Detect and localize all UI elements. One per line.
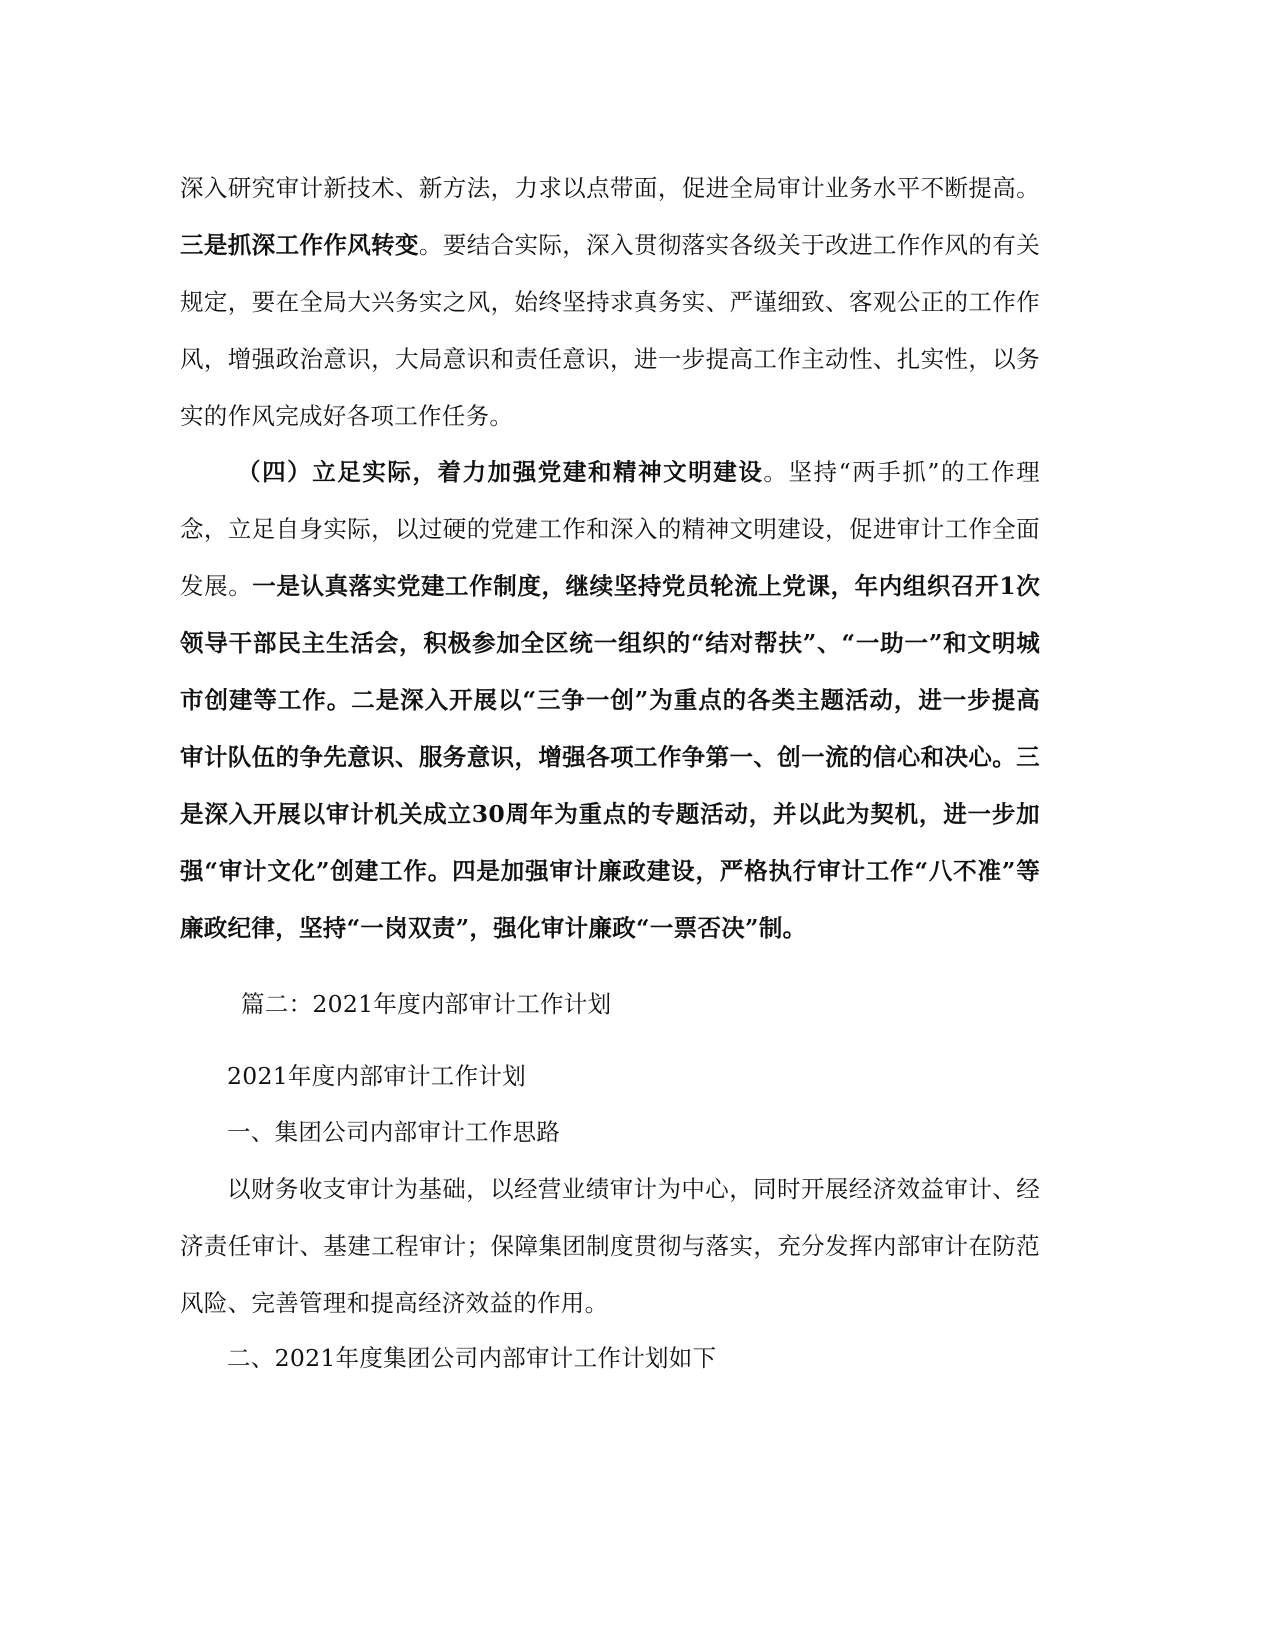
paragraph-party-building: [180, 444, 1040, 957]
paragraph-body-text: 。要结合实际，深入贯彻落实各级关于改进工作作风的有关规定，要在全局大兴务实之风，始终坚持求真务实、严谨细致、客观公正的工作作风，增强政治意识，大局意识和责任意识，进一步提高工作主动性、扎实性，以务实的作风完成好各项工作任务。: [180, 231, 1040, 430]
paragraph-audit-approach: 以财务收支审计为基础，以经营业绩审计为中心，同时开展经济效益审计、经济责任审计、基建工程审计；保障集团制度贯彻与落实，充分发挥内部审计在防范风险、完善管理和提高经济效益的作用。: [180, 1175, 1040, 1317]
bold-phrase-work-style: 三是抓深工作作风转变: [180, 231, 419, 259]
paragraph-body-text: 。坚持“两手抓”的工作理念，立足自身实际，以过硬的党建工作和深入的精神文明建设，促进审计工作全面发展。: [180, 458, 1040, 600]
heading-audit-plan: 二、2021年度集团公司内部审计工作计划如下: [227, 1344, 717, 1372]
bold-body-text: 一是认真落实党建工作制度，继续坚持党员轮流上党课，年内组织召开1次领导干部民主生活会，积极参加全区统一组织的“结对帮扶”、“一助一”和文明城市创建等工作。二是深入开展以“三争一创”为重点的各类主题活动，进一步提高审计队伍的争先意识、服务意识，增强各项工作争第一、创一流的信心和决心。三是深入开展以审计机关成立30周年为重点的专题活动，并以此为契机，进一步加强“审计文化”创建工作。四是加强审计廉政建设，严格执行审计工作“八不准”等廉政纪律，坚持“一岗双责”，强化审计廉政“一票否决”制。: [180, 572, 1041, 942]
document-title: 2021年度内部审计工作计划: [227, 1062, 527, 1090]
section-title: 篇二：2021年度内部审计工作计划: [241, 990, 612, 1018]
paragraph-work-style: [180, 160, 1040, 445]
paragraph-lead-text: 深入研究审计新技术、新方法，力求以点带面，促进全局审计业务水平不断提高。: [180, 174, 1040, 202]
bold-heading-party-building: （四）立足实际，着力加强党建和精神文明建设: [237, 458, 764, 486]
heading-audit-approach: 一、集团公司内部审计工作思路: [227, 1118, 561, 1146]
